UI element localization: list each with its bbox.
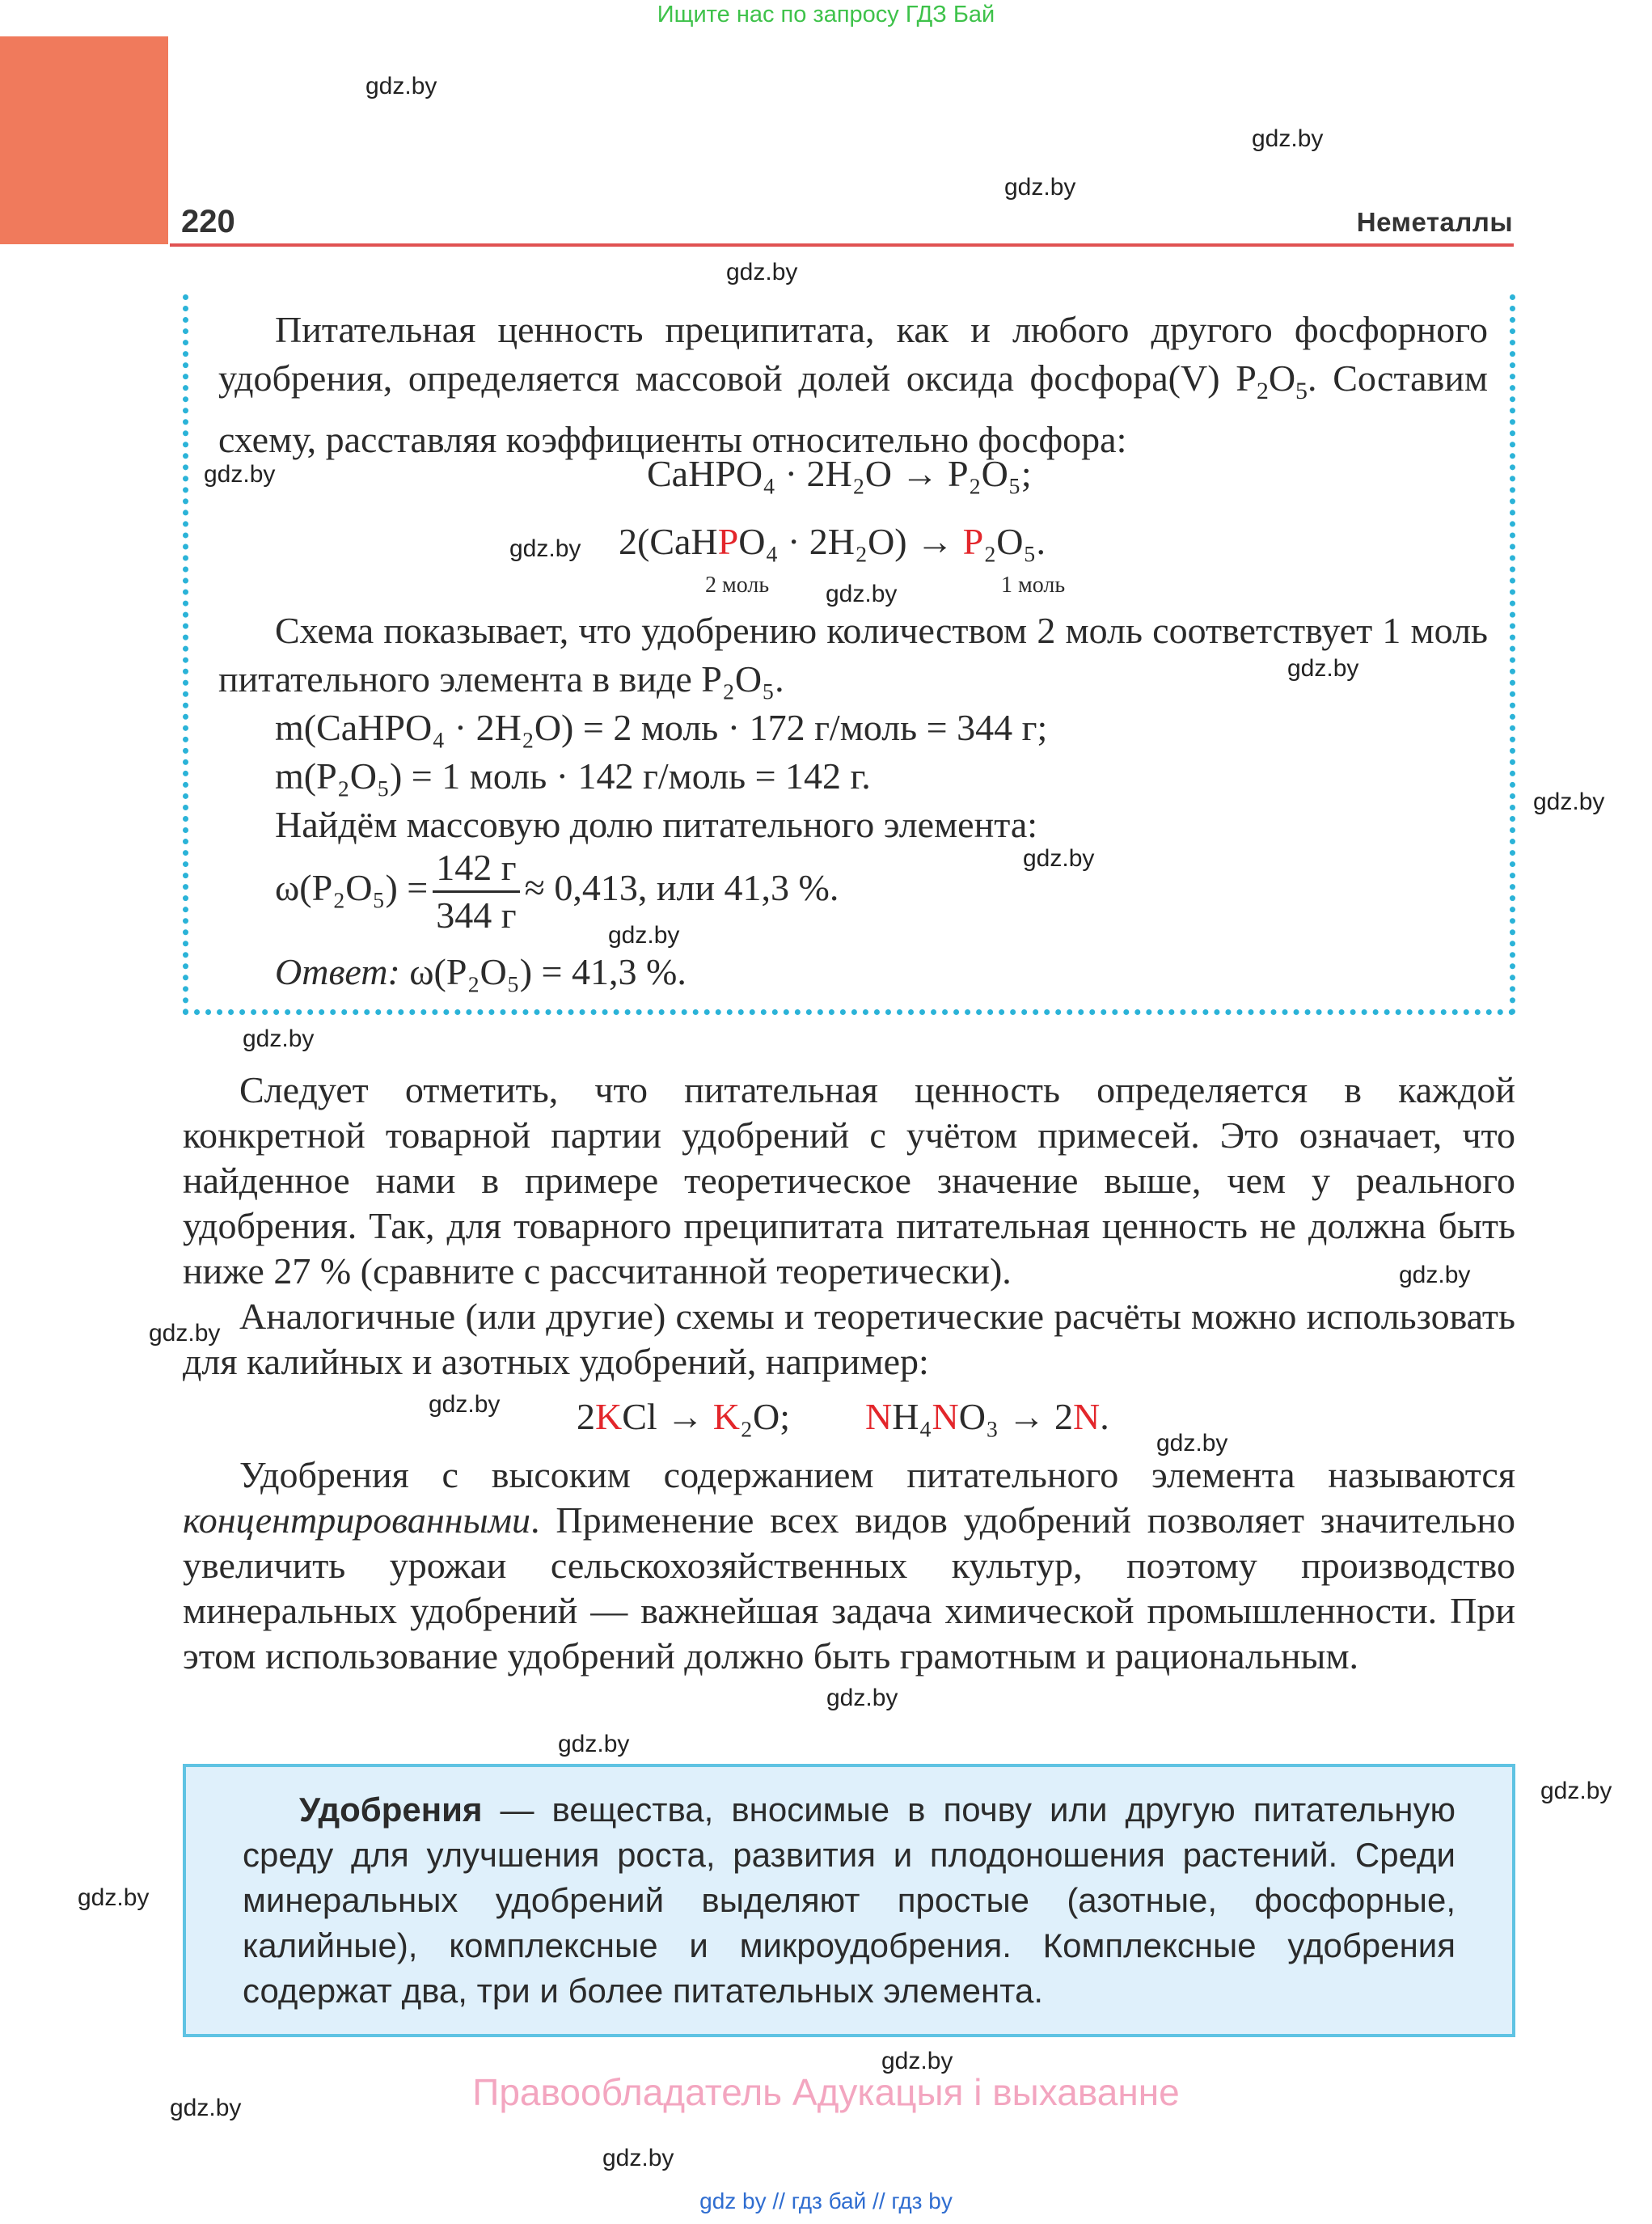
- main-paragraph-1: Следует отметить, что питательная ценность определяется в каждой конкретной товарной партии удобрений с учётом примесей. Это означает, что найденное нами в примере теоретическое значение выше, чем у реального удобрения. Так, для товарного преципитата питательная ценность не должна быть ниже 27 % (сравните с рассчитанной теоретически). Аналогичные (или другие) схемы и теоретические расчёты можно использовать для калийных и азотных удобрений, например:: [183, 1069, 1515, 1382]
- corner-color-block: [0, 36, 168, 244]
- label-2mol: 2 моль: [705, 573, 770, 598]
- watermark: gdz.by: [826, 581, 898, 607]
- watermark: gdz.by: [608, 922, 680, 949]
- watermark: gdz.by: [509, 535, 581, 562]
- definition-term: Удобрения: [299, 1791, 483, 1829]
- calc-mass-oxide: m(P₂O₅) = 1 моль · 142 г/моль = 142 г.: [275, 755, 871, 797]
- equation-nitrogen: NH₄NO₃ → 2N.: [865, 1396, 1109, 1437]
- watermark: gdz.by: [149, 1320, 221, 1347]
- calc-intro: Найдём массовую долю питательного элемента:: [275, 804, 1038, 845]
- page-number: 220: [181, 204, 235, 239]
- top-banner[interactable]: Ищите нас по запросу ГДЗ Бай: [657, 2, 995, 27]
- watermark: gdz.by: [558, 1731, 630, 1757]
- watermark: gdz.by: [365, 73, 437, 99]
- watermark: gdz.by: [204, 461, 276, 488]
- definition-text: Удобрения — вещества, вносимые в почву или другую питательную среду для улучшения роста, развития и плодоношения растений. Среди минеральных удобрений выделяют простые (азотные, фосфорные, калийные), комплексные и микроудобрения. Комплексные удобрения содержат два, три и более питательных элемента.: [243, 1791, 1456, 2010]
- watermark: gdz.by: [1399, 1262, 1471, 1288]
- watermark: gdz.by: [1023, 845, 1095, 872]
- footer-links[interactable]: gdz by // гдз бай // гдз by: [699, 2188, 953, 2213]
- watermark: gdz.by: [726, 259, 798, 285]
- watermark: gdz.by: [1540, 1778, 1612, 1804]
- watermark: gdz.by: [243, 1025, 315, 1052]
- watermark: gdz.by: [1533, 789, 1605, 815]
- watermark: gdz.by: [429, 1391, 501, 1418]
- example-paragraph-2: Схема показывает, что удобрению количеством 2 моль соответствует 1 моль питательного элемента в виде P₂O₅.: [218, 610, 1488, 700]
- section-title: Неметаллы: [1356, 207, 1513, 237]
- label-1mol: 1 моль: [1001, 573, 1066, 598]
- example-paragraph-1: Питательная ценность преципитата, как и любого другого фосфорного удобрения, определяется массовой долей оксида фосфора(V) $P_2O_5$. Составим схему, расставляя коэффициенты относительно фосфора:: [218, 309, 1488, 460]
- watermark: gdz.by: [826, 1685, 898, 1711]
- watermark: gdz.by: [1252, 125, 1324, 152]
- watermark: gdz.by: [1004, 174, 1076, 201]
- equation-scheme-1: CaHPO₄ · 2H₂O → P₂O₅;: [647, 453, 1032, 494]
- fraction: $\frac{142 г}{344 г}$: [433, 845, 519, 938]
- calc-mass-salt: m(CaHPO₄ · 2H₂O) = 2 моль · 172 г/моль = 344 г;: [275, 707, 1048, 748]
- header-rule: [170, 243, 1514, 247]
- equation-scheme-2: 2(CaHPO₄ · 2H₂O) → P₂O₅.: [619, 521, 1046, 562]
- mass-fraction-formula: ω(P₂O₅) = $\frac{142 г}{344 г}$ ≈ 0,413, или 41,3 %.: [275, 845, 839, 938]
- copyright-line: Правообладатель Адукацыя і выхаванне: [472, 2071, 1180, 2113]
- watermark: gdz.by: [170, 2095, 242, 2121]
- watermark: gdz.by: [881, 2048, 953, 2074]
- watermark: gdz.by: [602, 2145, 674, 2171]
- watermark: gdz.by: [1287, 655, 1359, 682]
- watermark: gdz.by: [78, 1884, 150, 1911]
- equation-potassium: 2KCl → K₂O;: [577, 1396, 790, 1437]
- answer-line: Ответ: ω(P₂O₅) = 41,3 %.: [275, 951, 687, 992]
- watermark: gdz.by: [1156, 1430, 1228, 1457]
- main-paragraph-3: Удобрения с высоким содержанием питательного элемента называются концентрированными. Применение всех видов удобрений позволяет значительно увеличить урожаи сельскохозяйственных культур, поэтому производство минеральных удобрений — важнейшая задача химической промышленности. При этом использование удобрений должно быть грамотным и рациональным.: [183, 1454, 1515, 1676]
